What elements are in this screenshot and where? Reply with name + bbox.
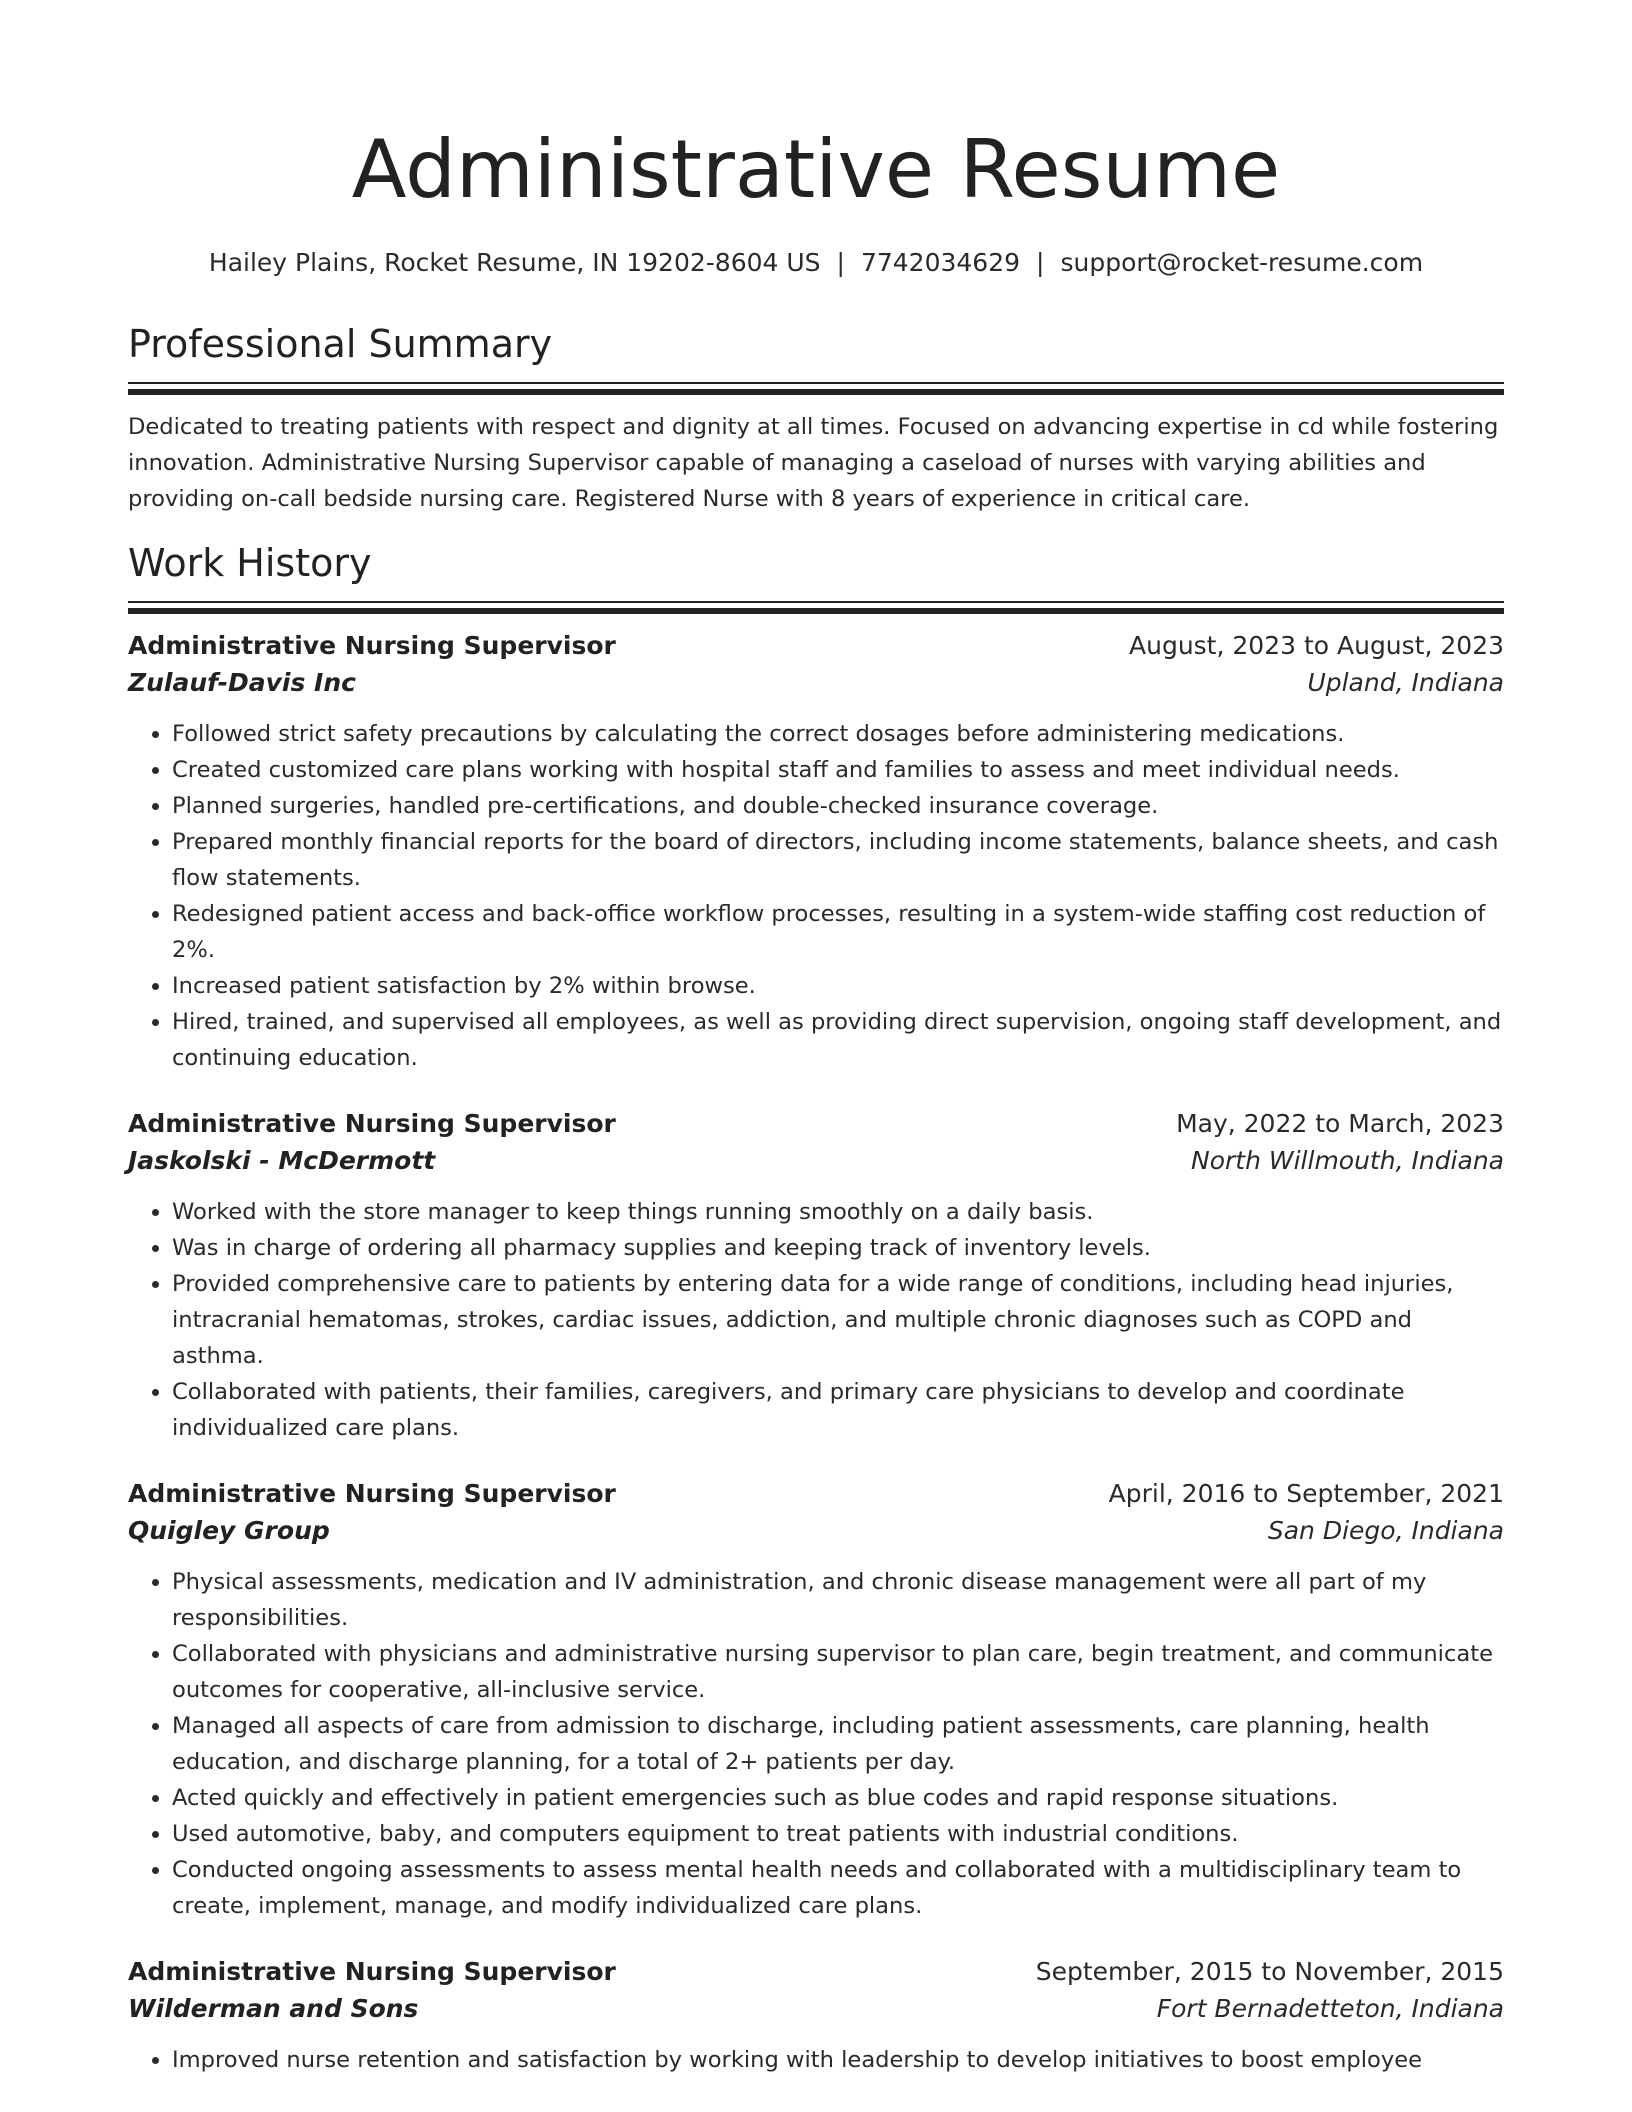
job-list <box>128 628 1504 2078</box>
job-bullet: • Increased patient satisfaction by 2% within browse. <box>172 968 1504 1004</box>
job-location: Upland, Indiana <box>1307 668 1504 697</box>
contact-line <box>128 246 1504 280</box>
contact-phone: 7742034629 <box>860 248 1021 277</box>
job-bullet: • Managed all aspects of care from admission to discharge, including patient assessments, care planning, health education, and discharge planning, for a total of 2+ patients per day. <box>172 1708 1504 1780</box>
job-company-row <box>128 664 1504 702</box>
job-title: Administrative Nursing Supervisor <box>128 631 616 660</box>
contact-separator: | <box>1036 248 1045 277</box>
summary-heading: Professional Summary <box>128 322 553 366</box>
contact-address: Hailey Plains, Rocket Resume, IN 19202-8604 US <box>208 248 821 277</box>
job-dates: April, 2016 to September, 2021 <box>1108 1479 1504 1508</box>
job-entry <box>128 628 1504 1076</box>
job-company-row <box>128 1142 1504 1180</box>
job-bullet: • Collaborated with patients, their families, caregivers, and primary care physicians to develop and coordinate individualized care plans. <box>172 1374 1504 1446</box>
job-entry <box>128 1476 1504 1924</box>
job-bullet: • Provided comprehensive care to patients by entering data for a wide range of conditions, including head injuries, intracranial hematomas, strokes, cardiac issues, addiction, and multiple chronic diagnoses such as COPD and asthma. <box>172 1266 1504 1374</box>
job-title: Administrative Nursing Supervisor <box>128 1957 616 1986</box>
job-bullet: • Acted quickly and effectively in patient emergencies such as blue codes and rapid response situations. <box>172 1780 1504 1816</box>
job-bullet: • Conducted ongoing assessments to assess mental health needs and collaborated with a multidisciplinary team to create, implement, manage, and modify individualized care plans. <box>172 1852 1504 1924</box>
job-bullet-list <box>128 1564 1504 1924</box>
job-header-row <box>128 1954 1504 1990</box>
work-history-section <box>128 539 1504 2078</box>
job-bullet: • Physical assessments, medication and IV administration, and chronic disease management were all part of my responsibilities. <box>172 1564 1504 1636</box>
job-bullet-list <box>128 2042 1504 2078</box>
job-bullet: • Used automotive, baby, and computers equipment to treat patients with industrial conditions. <box>172 1816 1504 1852</box>
job-bullet: • Collaborated with physicians and administrative nursing supervisor to plan care, begin treatment, and communicate outcomes for cooperative, all-inclusive service. <box>172 1636 1504 1708</box>
job-company: Wilderman and Sons <box>128 1994 419 2023</box>
resume-page <box>128 0 1504 2078</box>
job-title: Administrative Nursing Supervisor <box>128 1109 616 1138</box>
job-company: Zulauf-Davis Inc <box>128 668 356 697</box>
summary-text: Dedicated to treating patients with respect and dignity at all times. Focused on advancing expertise in cd while fostering innovation. Administrative Nursing Supervisor capable of managing a caseload of nurses with varying abilities and providing on-call bedside nursing care. Registered Nurse with 8 years of experience in critical care. <box>128 414 1499 512</box>
job-title: Administrative Nursing Supervisor <box>128 1479 616 1508</box>
job-header-row <box>128 628 1504 664</box>
job-location: North Willmouth, Indiana <box>1191 1146 1504 1175</box>
section-divider <box>128 382 1504 395</box>
job-bullet-list <box>128 716 1504 1076</box>
job-bullet: • Followed strict safety precautions by calculating the correct dosages before administering medications. <box>172 716 1504 752</box>
job-dates: August, 2023 to August, 2023 <box>1129 631 1504 660</box>
job-company: Quigley Group <box>128 1516 330 1545</box>
job-company: Jaskolski - McDermott <box>128 1146 436 1175</box>
job-company-row <box>128 1512 1504 1550</box>
job-entry <box>128 1106 1504 1446</box>
section-divider <box>128 601 1504 614</box>
resume-name: Administrative Resume <box>351 123 1281 216</box>
job-bullet: • Improved nurse retention and satisfaction by working with leadership to develop initiatives to boost employee <box>172 2042 1504 2078</box>
job-entry <box>128 1954 1504 2078</box>
job-company-row <box>128 1990 1504 2028</box>
job-location: Fort Bernadetteton, Indiana <box>1156 1994 1504 2023</box>
job-bullet: • Planned surgeries, handled pre-certifications, and double-checked insurance coverage. <box>172 788 1504 824</box>
job-bullet: • Created customized care plans working with hospital staff and families to assess and meet individual needs. <box>172 752 1504 788</box>
job-bullet: • Hired, trained, and supervised all employees, as well as providing direct supervision, ongoing staff development, and continuing education. <box>172 1004 1504 1076</box>
job-header-row <box>128 1106 1504 1142</box>
job-bullet: • Was in charge of ordering all pharmacy supplies and keeping track of inventory levels. <box>172 1230 1504 1266</box>
job-bullet-list <box>128 1194 1504 1446</box>
summary-section <box>128 320 1504 517</box>
contact-email: support@rocket-resume.com <box>1060 248 1424 277</box>
job-bullet: • Prepared monthly financial reports for the board of directors, including income statements, balance sheets, and cash flow statements. <box>172 824 1504 896</box>
contact-separator: | <box>836 248 845 277</box>
job-dates: September, 2015 to November, 2015 <box>1035 1957 1504 1986</box>
job-dates: May, 2022 to March, 2023 <box>1176 1109 1504 1138</box>
job-location: San Diego, Indiana <box>1267 1516 1504 1545</box>
work-history-heading: Work History <box>128 541 372 585</box>
job-bullet: • Redesigned patient access and back-office workflow processes, resulting in a system-wide staffing cost reduction of 2%. <box>172 896 1504 968</box>
job-bullet: • Worked with the store manager to keep things running smoothly on a daily basis. <box>172 1194 1504 1230</box>
job-header-row <box>128 1476 1504 1512</box>
